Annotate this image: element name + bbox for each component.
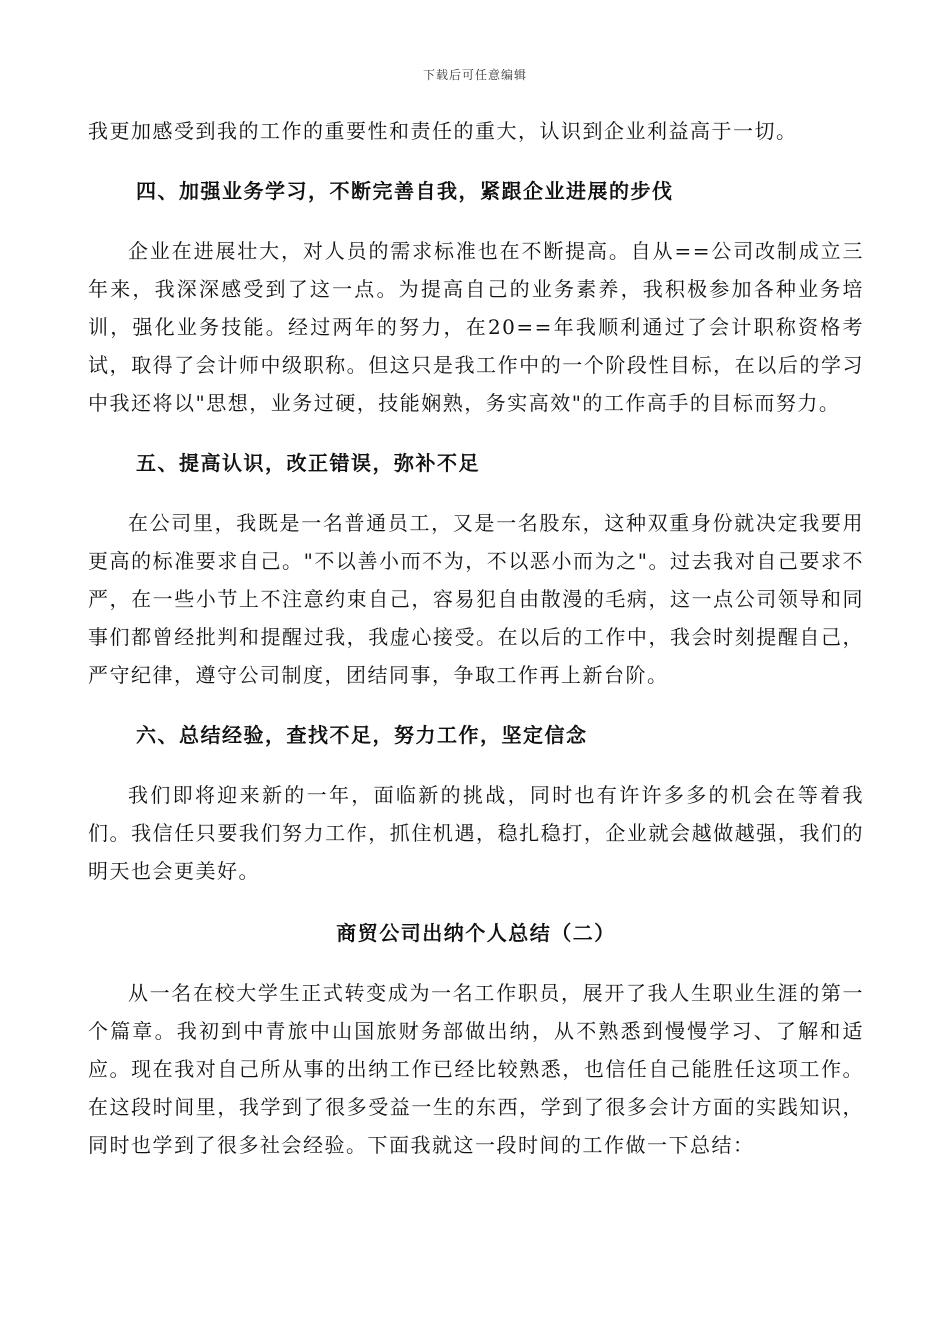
paragraph-section-6: 我们即将迎来新的一年，面临新的挑战，同时也有许许多多的机会在等着我们。我信任只要我们努力工作，抓住机遇，稳扎稳打，企业就会越做越强，我们的明天也会更美好。 xyxy=(88,783,864,883)
document-body xyxy=(88,112,864,1164)
paragraph-section-4: 企业在进展壮大，对人员的需求标准也在不断提高。自从==公司改制成立三年来，我深深感受到了这一点。为提高自己的业务素养，我积极参加各种业务培训，强化业务技能。经过两年的努力，在20==年我顺利通过了会计职称资格考试，取得了会计师中级职称。但这只是我工作中的一个阶段性目标，在以后的学习中我还将以"思想，业务过硬，技能娴熟，务实高效"的工作高手的目标而努力。 xyxy=(88,239,864,415)
paragraph-intro: 从一名在校大学生正式转变成为一名工作职员，展开了我人生职业生涯的第一个篇章。我初到中青旅中山国旅财务部做出纳，从不熟悉到慢慢学习、了解和适应。现在我对自己所从事的出纳工作已经比较熟悉，也信任自己能胜任这项工作。在这段时间里，我学到了很多受益一生的东西，学到了很多会计方面的实践知识，同时也学到了很多社会经验。下面我就这一段时间的工作做一下总结： xyxy=(88,981,864,1157)
section-heading-4: 四、加强业务学习，不断完善自我，紧跟企业进展的步伐 xyxy=(136,179,674,203)
section-heading-5: 五、提高认识，改正错误，弥补不足 xyxy=(136,451,480,475)
page-header: 下载后可任意编辑 xyxy=(422,68,527,82)
section-heading-6: 六、总结经验，查找不足，努力工作，坚定信念 xyxy=(136,723,588,747)
paragraph-continuation: 我更加感受到我的工作的重要性和责任的重大，认识到企业利益高于一切。 xyxy=(88,119,798,143)
document-title: 商贸公司出纳个人总结（二） xyxy=(336,921,616,945)
paragraph-section-5: 在公司里，我既是一名普通员工，又是一名股东，这种双重身份就决定我要用更高的标准要求自己。"不以善小而不为，不以恶小而为之"。过去我对自己要求不严，在一些小节上不注意约束自己，容易犯自由散漫的毛病，这一点公司领导和同事们都曾经批判和提醒过我，我虚心接受。在以后的工作中，我会时刻提醒自己，严守纪律，遵守公司制度，团结同事，争取工作再上新台阶。 xyxy=(88,511,864,687)
